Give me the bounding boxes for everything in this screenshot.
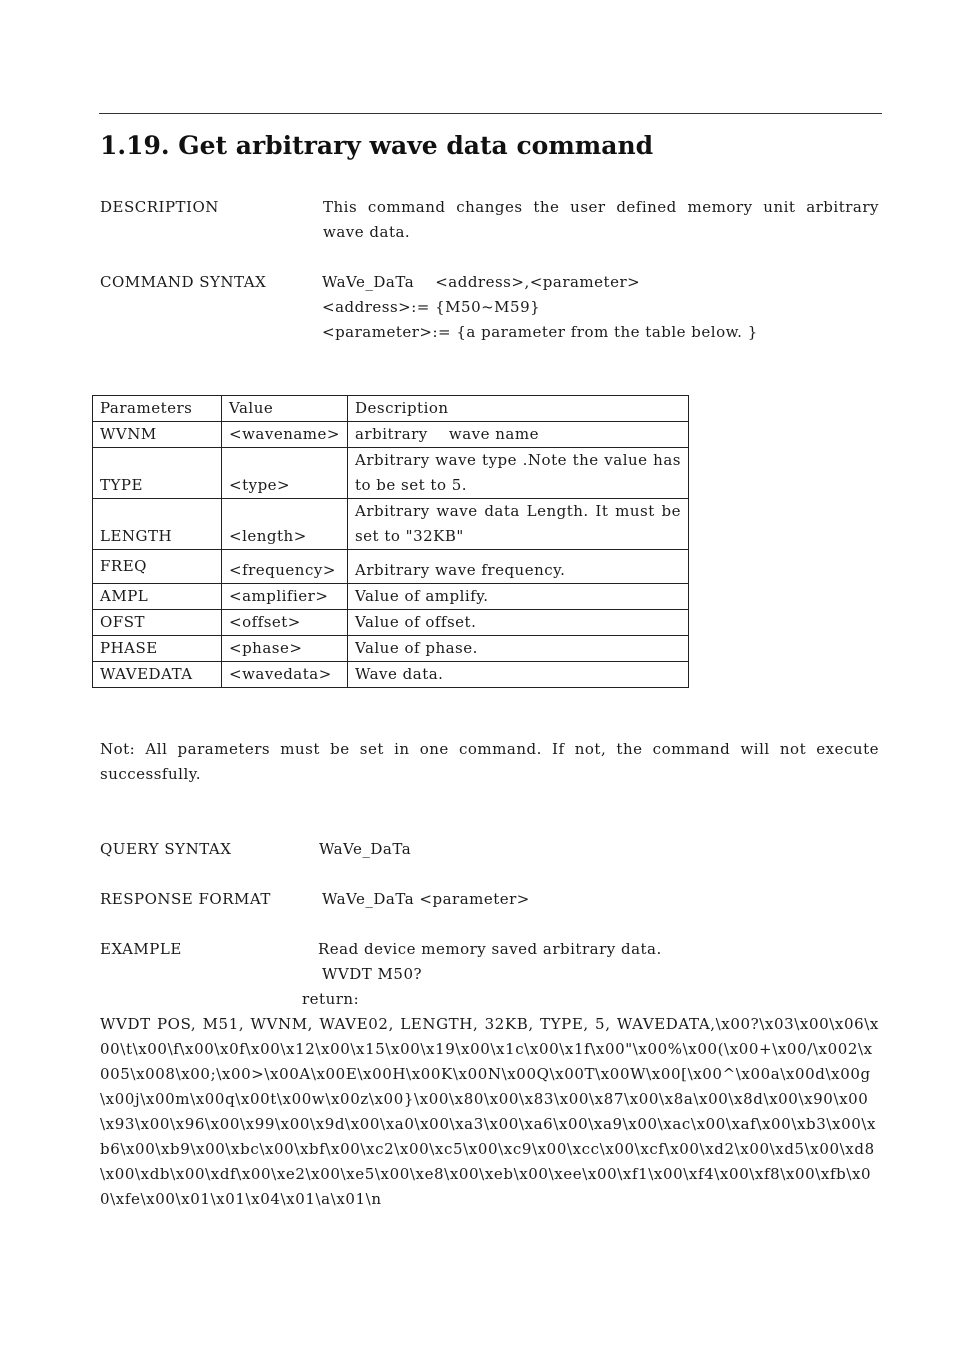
table-row [93, 610, 689, 636]
param-description: Value of offset. [347, 610, 688, 636]
param-name: PHASE [93, 636, 222, 662]
param-description: Value of amplify. [347, 584, 688, 610]
address-syntax-line: <address>:= {M50~M59} [322, 298, 541, 316]
header-cell: Value [222, 396, 348, 422]
param-name: WAVEDATA [93, 662, 222, 688]
example-command: WVDT M50? [322, 965, 423, 983]
example-label: EXAMPLE [100, 940, 182, 958]
param-value: <wavedata> [222, 662, 348, 688]
table-row [93, 636, 689, 662]
example-description: Read device memory saved arbitrary data. [318, 940, 662, 958]
param-description: Wave data. [347, 662, 688, 688]
command-syntax-line: WaVe_DaTa <address>,<parameter> [322, 273, 641, 291]
param-description: Arbitrary wave type .Note the value has to be set to 5. [347, 448, 688, 499]
description-text: This command changes the user defined memory unit arbitrary wave data. [323, 198, 879, 241]
table-row [93, 550, 689, 584]
table-row [93, 662, 689, 688]
table-row [93, 584, 689, 610]
param-name: OFST [93, 610, 222, 636]
param-value: <amplifier> [222, 584, 348, 610]
param-value: <offset> [222, 610, 348, 636]
response-format-value: WaVe_DaTa <parameter> [322, 890, 530, 908]
command-syntax-label: COMMAND SYNTAX [100, 273, 267, 291]
query-syntax-value: WaVe_DaTa [319, 840, 412, 858]
header-cell: Parameters [93, 396, 222, 422]
section-heading: 1.19. Get arbitrary wave data command [100, 131, 654, 160]
header-rule [99, 113, 882, 114]
param-description: Value of phase. [347, 636, 688, 662]
table-row [93, 448, 689, 499]
param-name: WVNM [93, 422, 222, 448]
table-header-row [93, 396, 689, 422]
parameter-syntax-line: <parameter>:= {a parameter from the table below. } [322, 323, 758, 341]
param-name: AMPL [93, 584, 222, 610]
example-response-data: WVDT POS, M51, WVNM, WAVE02, LENGTH, 32KB, TYPE, 5, WAVEDATA,\x00?\x03\x00\x06\x00\t\x00\f\x00\x0f\x00\x12\x00\x15\x00\x19\x00\x1c\x00\x1f\x00"\x00%\x00(\x00+\x00/\x002\x005\x008\x00;\x00>\x00A\x00E\x00H\x00K\x00N\x00Q\x00T\x00W\x00[\x00^\x00a\x00d\x00g\x00j\x00m\x00q\x00t\x00w\x00z\x00}\x00\x80\x00\x83\x00\x87\x00\x8a\x00\x8d\x00\x90\x00\x93\x00\x96\x00\x99\x00\x9d\x00\xa0\x00\xa3\x00\xa6\x00\xa9\x00\xac\x00\xaf\x00\xb3\x00\xb6\x00\xb9\x00\xbc\x00\xbf\x00\xc2\x00\xc5\x00\xc9\x00\xcc\x00\xcf\x00\xd2\x00\xd5\x00\xd8\x00\xdb\x00\xdf\x00\xe2\x00\xe5\x00\xe8\x00\xeb\x00\xee\x00\xf1\x00\xf4\x00\xf8\x00\xfb\x00\xfe\x00\x01\x01\x04\x01\a\x01\n [100, 1015, 879, 1208]
table-row [93, 499, 689, 550]
response-format-label: RESPONSE FORMAT [100, 890, 271, 908]
param-value: <frequency> [222, 550, 348, 584]
header-cell: Description [347, 396, 688, 422]
parameters-table [92, 395, 689, 688]
param-value: <wavename> [222, 422, 348, 448]
param-description: arbitrary wave name [347, 422, 688, 448]
table-row [93, 422, 689, 448]
param-value: <type> [222, 448, 348, 499]
param-description: Arbitrary wave frequency. [347, 550, 688, 584]
param-description: Arbitrary wave data Length. It must be set to "32KB" [347, 499, 688, 550]
param-name: FREQ [93, 550, 222, 584]
query-syntax-label: QUERY SYNTAX [100, 840, 232, 858]
example-return-label: return: [302, 990, 360, 1008]
description-label: DESCRIPTION [100, 198, 219, 216]
param-value: <phase> [222, 636, 348, 662]
note-text: Not: All parameters must be set in one command. If not, the command will not execute successfully. [100, 740, 879, 783]
param-name: TYPE [93, 448, 222, 499]
param-value: <length> [222, 499, 348, 550]
param-name: LENGTH [93, 499, 222, 550]
